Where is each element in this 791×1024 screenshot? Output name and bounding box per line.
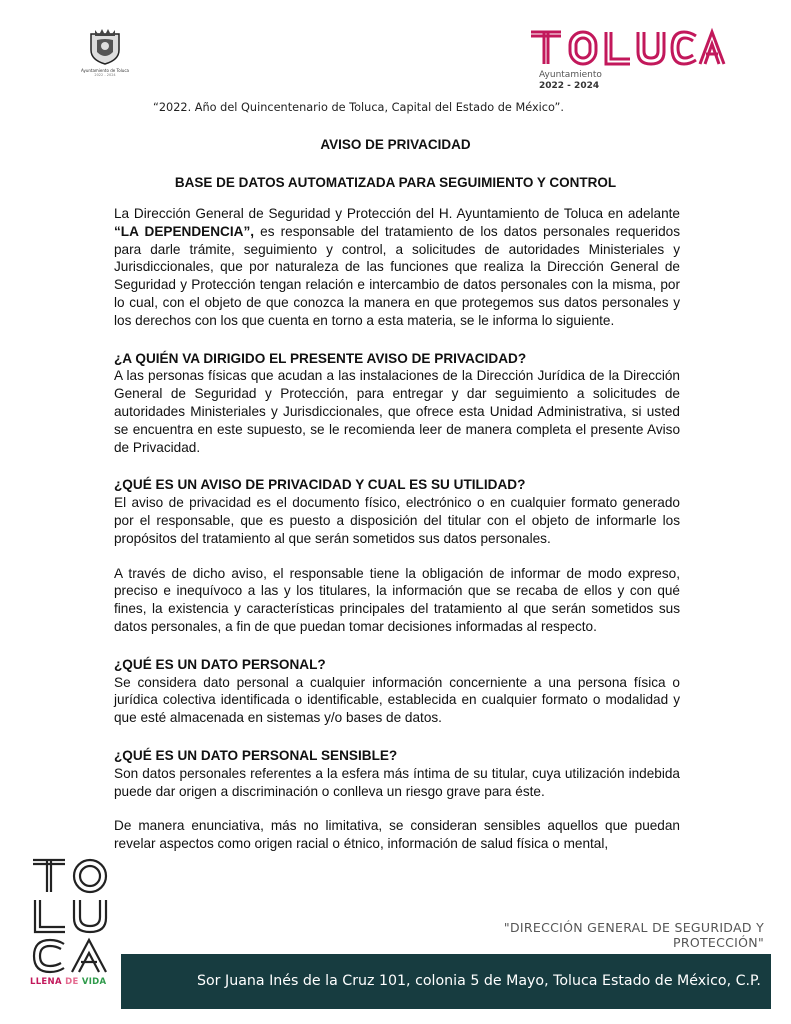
ayuntamiento-label: Ayuntamiento bbox=[539, 70, 602, 80]
section-paragraph: A las personas físicas que acudan a las instalaciones de la Dirección Jurídica de la Dirección General de Seguridad y Protección, para entregar y dar seguimiento a solicitudes de autoridades Ministeriales y Jurisdiccionales, que ofrece esta Unidad Administrativa, si usted se encuentra en este supuesto, se le recomienda leer de manera completa el presente Aviso de Privacidad. bbox=[114, 368, 680, 455]
document-subtitle: BASE DE DATOS AUTOMATIZADA PARA SEGUIMIENTO Y CONTROL bbox=[174, 175, 617, 190]
section-heading-utilidad: ¿QUÉ ES UN AVISO DE PRIVACIDAD Y CUAL ES SU UTILIDAD? bbox=[114, 477, 526, 493]
section-paragraph: Son datos personales referentes a la esfera más íntima de su titular, cuya utilización indebida puede dar origen a discriminación o conlleva un riesgo grave para éste. bbox=[114, 765, 680, 799]
section-heading-dato-personal: ¿QUÉ ES UN DATO PERSONAL? bbox=[114, 656, 326, 672]
municipal-crest bbox=[72, 26, 138, 77]
section-paragraph: A través de dicho aviso, el responsable tiene la obligación de informar de modo expreso, preciso e inequívoco a las y los titulares, la información que se recaba de ellos y con qué fines, la existencia y características principales del tratamiento al que serán sometidos sus datos personales, a fin de que puedan tomar decisiones informadas al respecto. bbox=[114, 565, 680, 634]
dependencia-term: “LA DEPENDENCIA”, bbox=[114, 223, 255, 239]
crest-years: 2022 - 2024 bbox=[94, 73, 116, 77]
crest-icon bbox=[85, 26, 125, 66]
toluca-llena-de-vida-logo bbox=[30, 856, 112, 987]
section-heading-dirigido: ¿A QUIÉN VA DIRIGIDO EL PRESENTE AVISO DE PRIVACIDAD? bbox=[114, 350, 527, 366]
section-paragraph: El aviso de privacidad es el documento físico, electrónico o en cualquier formato generado por el responsable, que es puesto a disposición del titular con el objeto de informarle los propósitos del tratamiento al que serán sometidos sus datos personales. bbox=[114, 495, 680, 546]
document-body bbox=[114, 205, 680, 853]
department-footer bbox=[444, 920, 764, 950]
crest-caption: Ayuntamiento de Toluca bbox=[81, 68, 129, 73]
section-paragraph: Se considera dato personal a cualquier información concerniente a una persona física o jurídica colectiva identificada o identificable, establecida en cualquier formato o modalidad y que esté almacenada en sistemas y/o bases de datos. bbox=[114, 674, 680, 726]
document-title: AVISO DE PRIVACIDAD bbox=[320, 137, 471, 152]
toluca-logo bbox=[528, 24, 728, 91]
llena-de-vida-tagline: LLENA DE VIDA bbox=[30, 977, 107, 987]
department-line-2: PROTECCIÓN" bbox=[673, 935, 764, 950]
section-paragraph: De manera enunciativa, más no limitativa, se consideran sensibles aquellos que puedan revelar aspectos como origen racial o étnico, información de salud física o mental, bbox=[114, 818, 680, 852]
footer-address-bar bbox=[121, 954, 771, 1009]
intro-paragraph: La Dirección General de Seguridad y Protección del H. Ayuntamiento de Toluca en adelante “LA DEPENDENCIA”, es responsable del tratamiento de los datos personales requeridos para darle trámite, seguimiento y control, a solicitudes de autoridades Ministeriales y Jurisdiccionales, que por naturaleza de las funciones que realiza la Dirección General de Seguridad y Protección tengan relación e intercambio de datos personales con la misma, por lo cual, con el objeto de que conozca la manera en que protegemos sus datos personales y los derechos con los que cuenta en torno a esta materia, se le informa lo siguiente. bbox=[114, 206, 680, 328]
department-line-1: "DIRECCIÓN GENERAL DE SEGURIDAD Y bbox=[503, 920, 764, 935]
year-motto: “2022. Año del Quincentenario de Toluca, Capital del Estado de México”. bbox=[153, 101, 564, 114]
section-heading-dato-sensible: ¿QUÉ ES UN DATO PERSONAL SENSIBLE? bbox=[114, 747, 398, 763]
address-text: Sor Juana Inés de la Cruz 101, colonia 5 de Mayo, Toluca Estado de México, C.P. bbox=[197, 973, 761, 989]
ayuntamiento-years: 2022 - 2024 bbox=[539, 81, 600, 91]
